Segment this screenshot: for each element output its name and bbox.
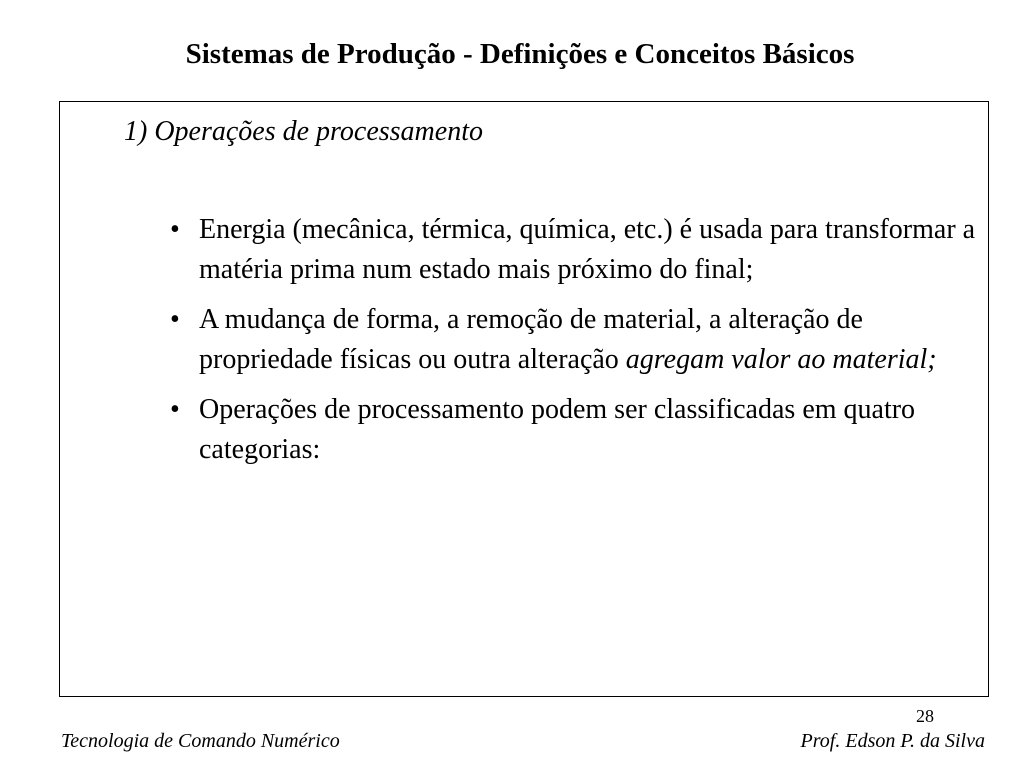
bullet-item-mudanca [60, 300, 979, 380]
slide-title: Sistemas de Produção - Definições e Conceitos Básicos [185, 38, 855, 70]
bullet-marker: • [170, 304, 180, 335]
footer-author: Prof. Edson P. da Silva [800, 730, 985, 752]
bullet-emphasis: agregam valor ao material; [625, 344, 937, 375]
content-box [59, 101, 989, 697]
bullet-marker: • [170, 214, 180, 245]
section-heading: 1) Operações de processamento [124, 116, 483, 147]
bullet-text: Energia (mecânica, térmica, química, etc.) é usada para transformar a matéria prima num estado mais próximo do final; [199, 214, 976, 285]
bullet-item-energia [60, 210, 979, 290]
bullet-item-operacoes [60, 390, 979, 470]
bullet-list [60, 210, 979, 480]
bullet-marker: • [170, 394, 180, 425]
page-number: 28 [916, 706, 934, 726]
bullet-text: A mudança de forma, a remoção de material, a alteração de propriedade físicas ou outra alteração [199, 304, 863, 375]
bullet-text: Operações de processamento podem ser classificadas em quatro categorias: [199, 394, 916, 465]
footer-course-name: Tecnologia de Comando Numérico [61, 730, 340, 752]
